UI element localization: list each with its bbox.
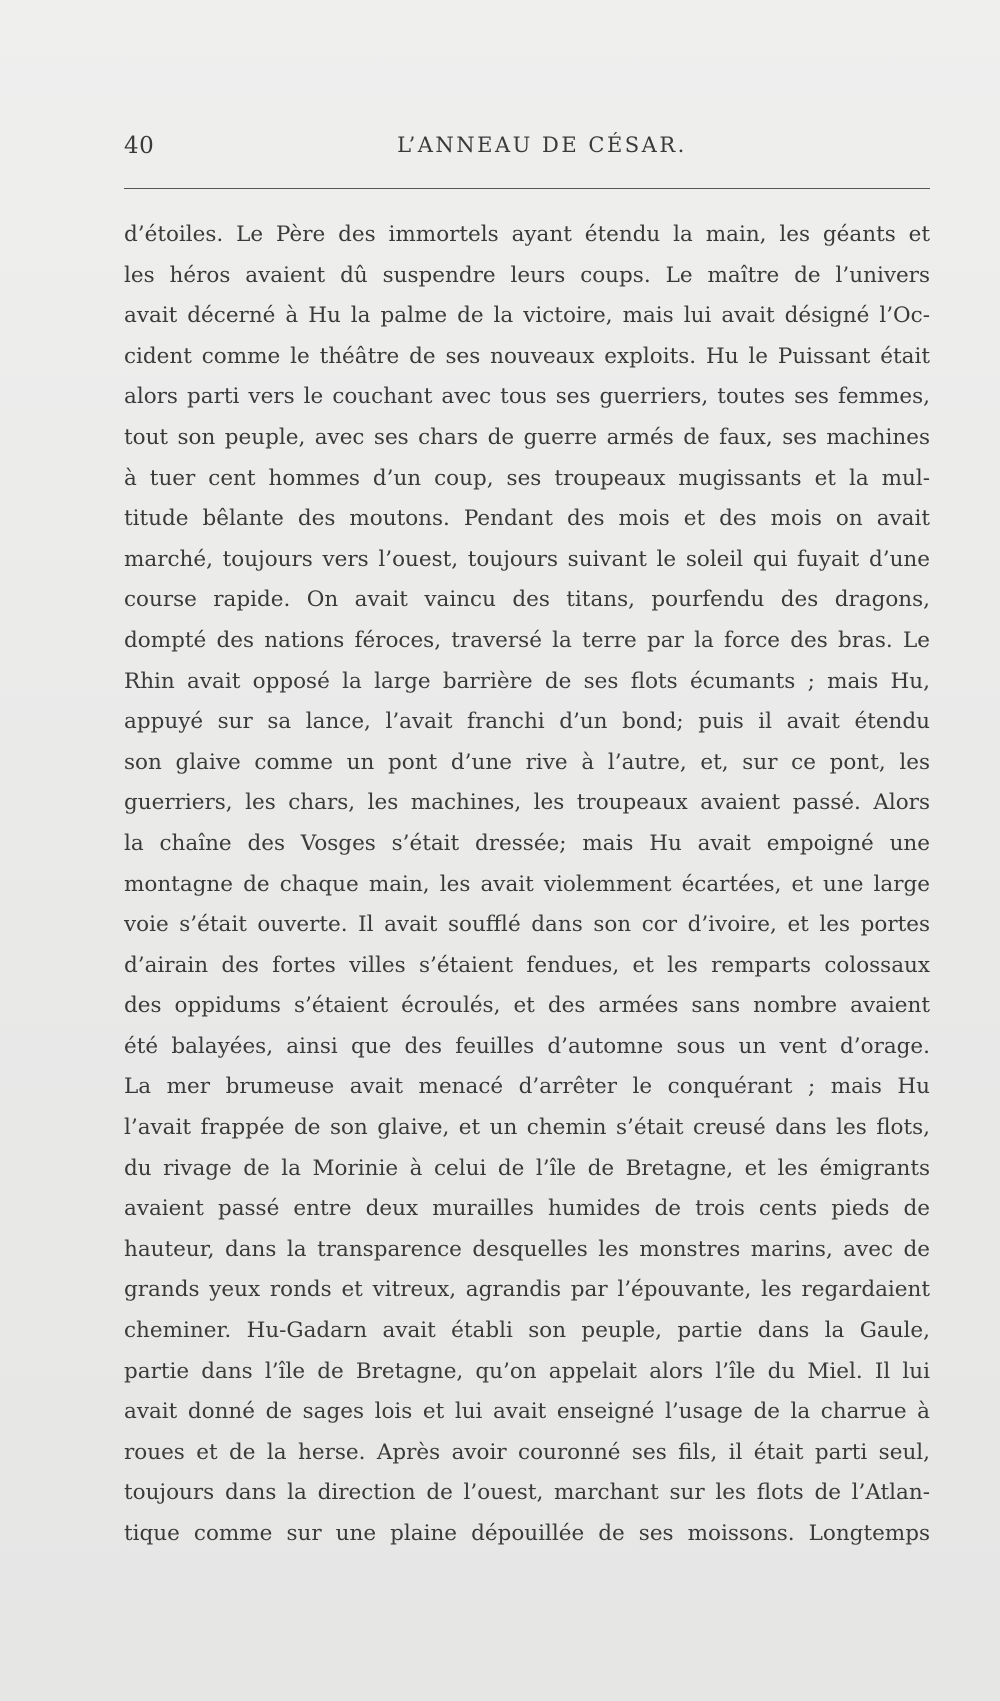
text-line: cident comme le théâtre de ses nouveaux exploits. Hu le Puissant était [124,343,930,369]
page-number: 40 [124,133,155,159]
text-line: grands yeux ronds et vitreux, agrandis par l’épouvante, les regardaient [124,1277,930,1303]
text-line: les héros avaient dû suspendre leurs coups. Le maître de l’univers [124,262,930,288]
header-rule [124,188,930,189]
text-line: tique comme sur une plaine dépouillée de ses moissons. Longtemps [124,1521,930,1546]
text-line: appuyé sur sa lance, l’avait franchi d’un bond; puis il avait étendu [124,709,930,735]
text-line: montagne de chaque main, les avait violemment écartées, et une large [124,871,930,897]
text-line: l’avait frappée de son glaive, et un chemin s’était creusé dans les flots, [124,1115,930,1141]
text-line: tout son peuple, avec ses chars de guerre armés de faux, ses machines [124,424,930,450]
text-line: avaient passé entre deux murailles humides de trois cents pieds de [124,1196,930,1222]
body-text [124,215,930,1555]
text-line: guerriers, les chars, les machines, les troupeaux avaient passé. Alors [124,790,930,816]
text-line: toujours dans la direction de l’ouest, marchant sur les flots de l’Atlan- [124,1480,930,1506]
text-line: dompté des nations féroces, traversé la terre par la force des bras. Le [124,627,930,653]
text-line: marché, toujours vers l’ouest, toujours suivant le soleil qui fuyait d’une [124,546,930,572]
text-line: voie s’était ouverte. Il avait soufflé dans son cor d’ivoire, et les portes [124,912,930,938]
text-line: été balayées, ainsi que des feuilles d’automne sous un vent d’orage. [124,1033,930,1059]
text-line: hauteur, dans la transparence desquelles les monstres marins, avec de [124,1236,930,1262]
text-line: avait donné de sages lois et lui avait enseigné l’usage de la charrue à [124,1399,930,1425]
text-line: du rivage de la Morinie à celui de l’île de Bretagne, et les émigrants [124,1155,930,1181]
text-line: son glaive comme un pont d’une rive à l’autre, et, sur ce pont, les [124,749,930,775]
running-title: L’ANNEAU DE CÉSAR. [397,133,687,157]
text-line: La mer brumeuse avait menacé d’arrêter le conquérant ; mais Hu [124,1074,930,1100]
text-line: des oppidums s’étaient écroulés, et des armées sans nombre avaient [124,993,930,1019]
text-line: cheminer. Hu-Gadarn avait établi son peuple, partie dans la Gaule, [124,1318,930,1344]
text-line: alors parti vers le couchant avec tous ses guerriers, toutes ses femmes, [124,384,930,410]
text-line: avait décerné à Hu la palme de la victoire, mais lui avait désigné l’Oc- [124,303,930,329]
text-line: à tuer cent hommes d’un coup, ses troupeaux mugissants et la mul- [124,465,930,491]
text-line: course rapide. On avait vaincu des titans, pourfendu des dragons, [124,587,930,613]
text-line: roues et de la herse. Après avoir couronné ses fils, il était parti seul, [124,1439,930,1465]
text-line: d’étoiles. Le Père des immortels ayant étendu la main, les géants et [124,222,930,247]
text-line: la chaîne des Vosges s’était dressée; mais Hu avait empoigné une [124,830,930,856]
text-line: d’airain des fortes villes s’étaient fendues, et les remparts colossaux [124,952,930,978]
running-header [124,133,930,167]
text-line: partie dans l’île de Bretagne, qu’on appelait alors l’île du Miel. Il lui [124,1358,930,1384]
text-line: titude bêlante des moutons. Pendant des mois et des mois on avait [124,506,930,532]
text-line: Rhin avait opposé la large barrière de ses flots écumants ; mais Hu, [124,668,930,694]
